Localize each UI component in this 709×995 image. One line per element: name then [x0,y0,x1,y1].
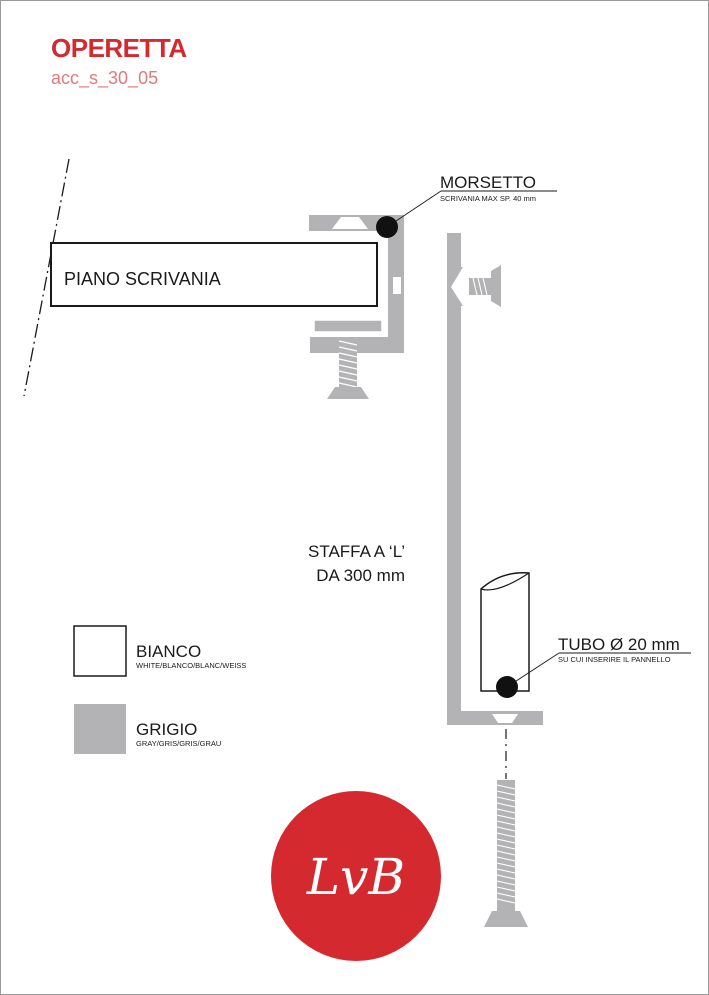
legend-sub-white: WHITE/BLANCO/BLANC/WEISS [136,661,247,670]
tube-label: TUBO Ø 20 mm [558,635,680,654]
side-screw-head [491,265,501,307]
bracket-label-line2: DA 300 mm [316,566,405,585]
bracket-vertical [447,233,461,725]
product-code: acc_s_30_05 [51,68,159,88]
bracket-label-line1: STAFFA A ‘L’ [307,542,405,561]
clamp-marker [376,216,398,238]
legend-sub-gray: GRAY/GRIS/GRIS/GRAU [136,739,222,748]
legend-swatch-white [74,626,126,676]
legend-swatch-gray [74,704,126,754]
desk-label: PIANO SCRIVANIA [64,269,221,289]
clamp-plate-gap [324,332,372,337]
clamp-tab [393,277,401,294]
brand-logo-text: LvB [306,848,406,906]
legend-label-white: BIANCO [136,642,202,661]
mounting-diagram [1,1,709,995]
clamp-knob [327,387,369,399]
tube-note: SU CUI INSERIRE IL PANNELLO [558,655,671,664]
clamp-label: MORSETTO [440,173,537,192]
bottom-screw-head [484,911,528,927]
product-title: OPERETTA [51,33,187,63]
legend-label-gray: GRIGIO [136,720,198,739]
clamp-note: SCRIVANIA MAX SP. 40 mm [440,194,537,203]
tube-marker [496,676,518,698]
clamp-pressure-plate [314,320,382,332]
